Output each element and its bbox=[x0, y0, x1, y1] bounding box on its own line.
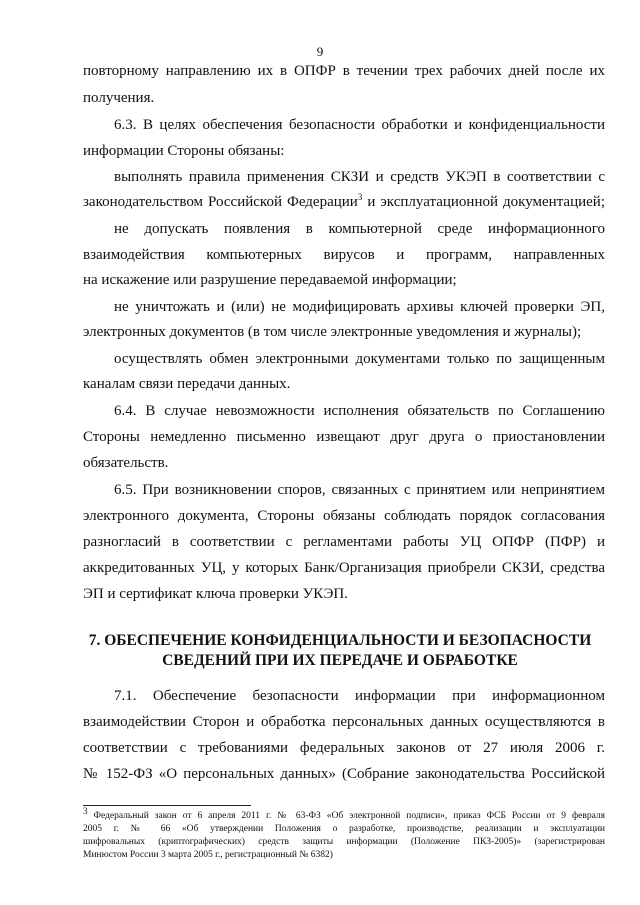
text-line: 6.4. В случае невозможности исполнения обязательств по Соглашению bbox=[114, 403, 605, 419]
text-line: аккредитованных УЦ, у которых Банк/Организация приобрели СКЗИ, средства bbox=[83, 560, 605, 576]
text-segment: Федеральный закон от 6 апреля 2011 г. № 63-ФЗ «Об электронной подписи», приказ ФСБ России от 9 февраля bbox=[87, 811, 605, 821]
footnote-divider bbox=[83, 805, 251, 806]
text-line: электронных документов (в том числе электронные уведомления и журналы); bbox=[83, 324, 582, 340]
text-line: соответствии с требованиями федеральных законов от 27 июля 2006 г. bbox=[83, 740, 605, 756]
text-line: получения. bbox=[83, 90, 155, 106]
text-segment: и эксплуатационной документацией; bbox=[362, 194, 605, 210]
text-line: выполнять правила применения СКЗИ и средств УКЭП в соответствии с bbox=[114, 169, 605, 185]
page-number: 9 bbox=[316, 44, 324, 59]
text-line: не уничтожать и (или) не модифицировать архивы ключей проверки ЭП, bbox=[114, 299, 605, 315]
text-line: на искажение или разрушение передаваемой информации; bbox=[83, 272, 457, 288]
text-line: осуществлять обмен электронными документами только по защищенным bbox=[114, 351, 605, 367]
text-line bbox=[83, 193, 605, 212]
footnote-line: шифровальных (криптографических) средств защиты информации (Положение ПКЗ-2005)» (зарегистрирован bbox=[83, 837, 605, 847]
text-line: обязательств. bbox=[83, 455, 169, 471]
text-line: № 152-ФЗ «О персональных данных» (Собрание законодательства Российской bbox=[83, 766, 605, 782]
footnote-marker: 3 bbox=[83, 805, 88, 816]
footnote-line: Минюстом России 3 марта 2005 г., регистрационный № 6382) bbox=[83, 850, 333, 860]
text-line: разногласий в соответствии с регламентами работы УЦ ОПФР (ПФР) и bbox=[83, 534, 605, 550]
text-line: каналам связи передачи данных. bbox=[83, 376, 291, 392]
text-line: 6.3. В целях обеспечения безопасности обработки и конфиденциальности bbox=[114, 117, 605, 133]
text-line: информации Стороны обязаны: bbox=[83, 143, 285, 159]
footnote-line: 2005 г. № 66 «Об утверждении Положения о разработке, производстве, реализации и эксплуатации bbox=[83, 824, 605, 834]
section-heading: 7. ОБЕСПЕЧЕНИЕ КОНФИДЕНЦИАЛЬНОСТИ И БЕЗОПАСНОСТИ bbox=[88, 632, 592, 649]
footnote-line bbox=[83, 805, 605, 823]
text-line: взаимодействия компьютерных вирусов и программ, направленных bbox=[83, 247, 605, 263]
text-line: ЭП и сертификат ключа проверки УКЭП. bbox=[83, 586, 348, 602]
text-line: не допускать появления в компьютерной среде информационного bbox=[114, 221, 605, 237]
text-line: повторному направлению их в ОПФР в течении трех рабочих дней после их bbox=[83, 63, 605, 79]
text-line: электронного документа, Стороны обязаны соблюдать порядок согласования bbox=[83, 508, 605, 524]
text-line: взаимодействии Сторон и обработка персональных данных осуществляются в bbox=[83, 714, 605, 730]
text-line: Стороны немедленно письменно извещают друг друга о приостановлении bbox=[83, 429, 605, 445]
text-line: 6.5. При возникновении споров, связанных с принятием или непринятием bbox=[114, 482, 605, 498]
text-segment: законодательством Российской Федерации bbox=[83, 194, 358, 210]
section-heading: СВЕДЕНИЙ ПРИ ИХ ПЕРЕДАЧЕ И ОБРАБОТКЕ bbox=[162, 652, 518, 669]
text-line: 7.1. Обеспечение безопасности информации при информационном bbox=[114, 688, 605, 704]
footnote-ref: 3 bbox=[357, 192, 363, 202]
